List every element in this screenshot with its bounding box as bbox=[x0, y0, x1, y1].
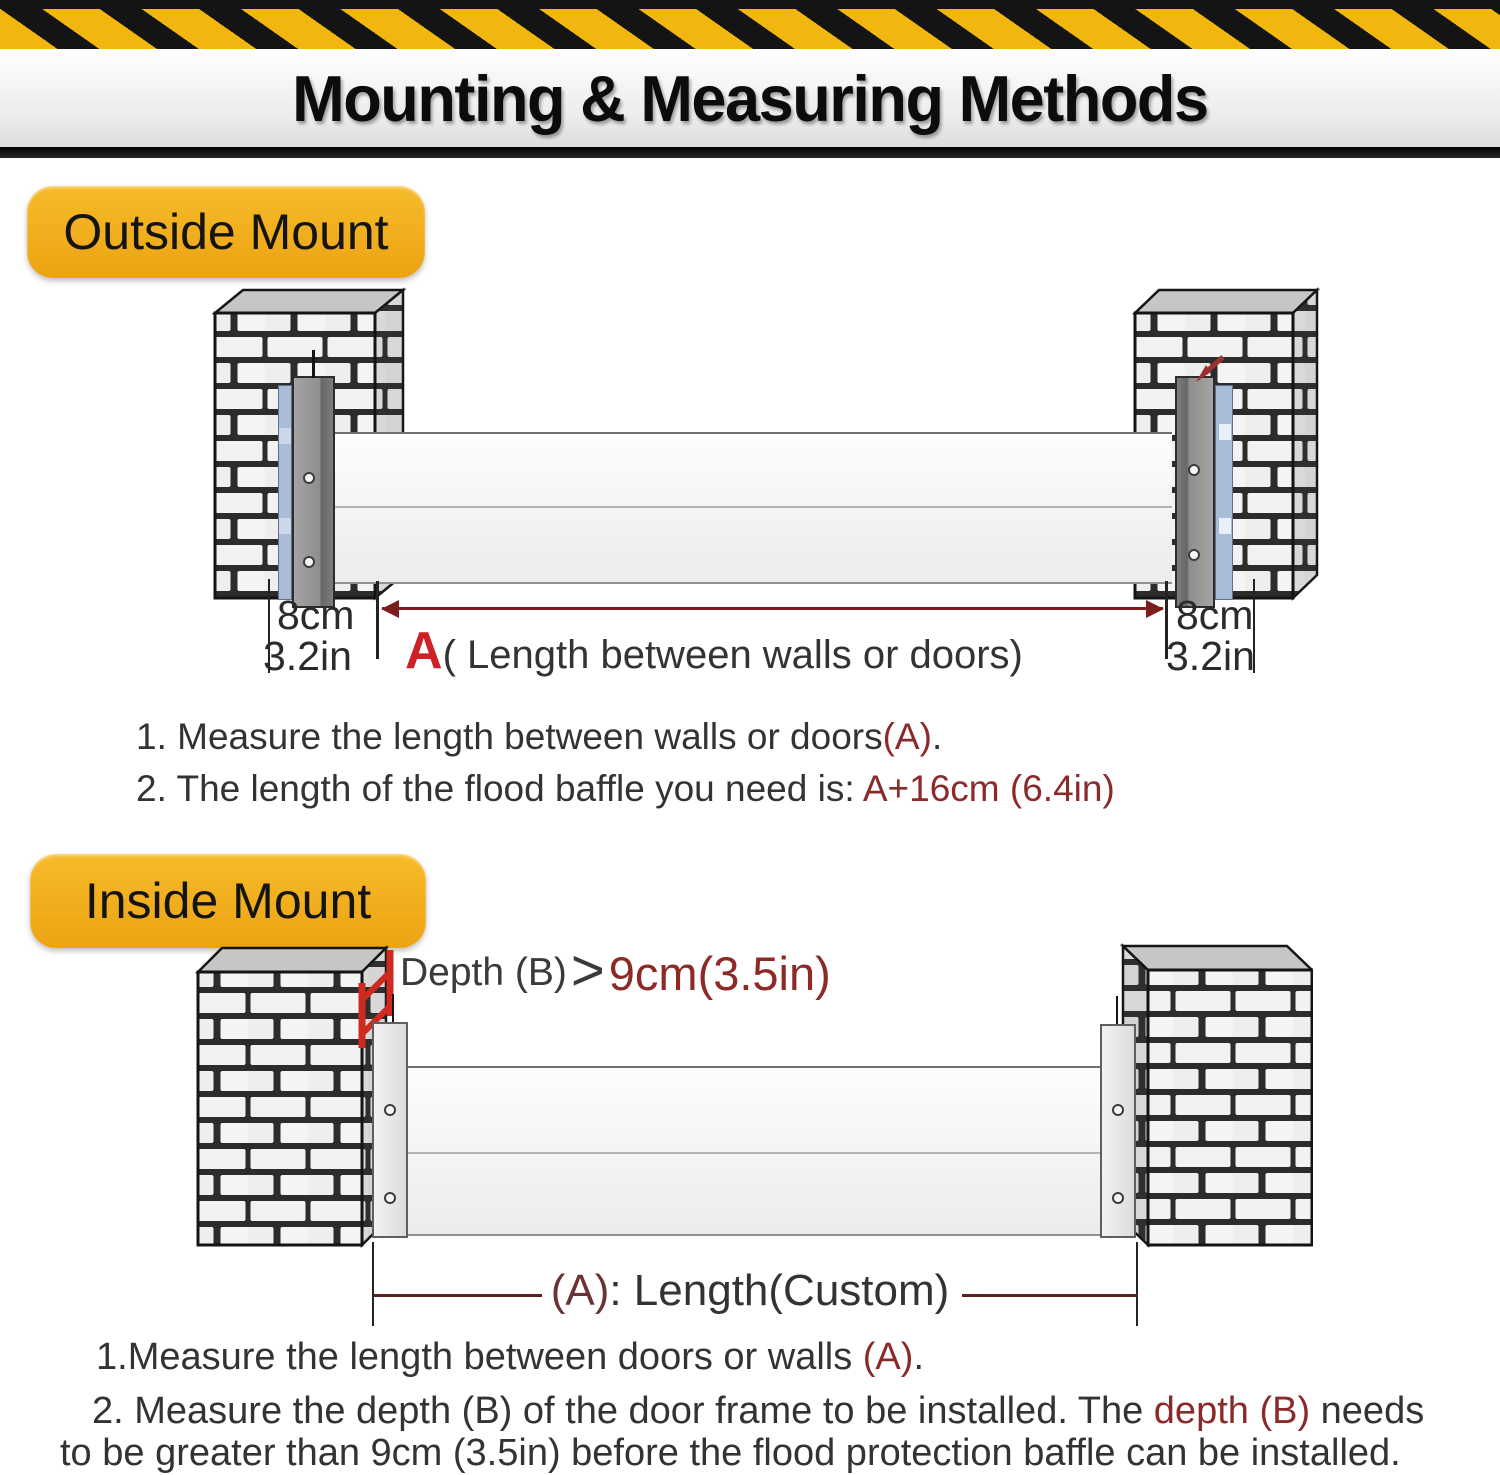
hazard-stripe-banner bbox=[0, 9, 1500, 49]
step-text: . bbox=[913, 1336, 924, 1378]
screw-hole bbox=[384, 1192, 396, 1204]
hazard-top-bar bbox=[0, 0, 1500, 9]
measure-arrow bbox=[382, 607, 1163, 610]
dim-left-cm: 8cm bbox=[277, 592, 355, 638]
inside-mount-badge bbox=[30, 854, 426, 948]
dim-tick bbox=[376, 581, 379, 659]
step-highlight: depth (B) bbox=[1153, 1390, 1311, 1432]
step-text: needs bbox=[1310, 1390, 1425, 1432]
screw-hole bbox=[1188, 549, 1200, 561]
screw-hole bbox=[303, 472, 315, 484]
anchor-mark bbox=[1116, 996, 1118, 1024]
outside-step-2 bbox=[136, 768, 1115, 810]
brick-pillar-right-inside bbox=[1113, 936, 1313, 1258]
outside-mount-label: Outside Mount bbox=[63, 204, 389, 260]
panel-board-seam bbox=[335, 506, 1172, 508]
anchor-mark bbox=[392, 994, 394, 1022]
seal-strip-left bbox=[278, 385, 292, 600]
custom-length-label bbox=[440, 1266, 1060, 1316]
depth-label-text: Depth (B) bbox=[400, 951, 567, 994]
channel-bracket-right-inside bbox=[1100, 1024, 1136, 1238]
seal-strip-right bbox=[1215, 385, 1233, 600]
red-pointer-arrow-icon bbox=[1188, 352, 1228, 388]
anchor-mark bbox=[312, 350, 315, 378]
channel-bracket-left-inside bbox=[372, 1022, 408, 1238]
inside-step-1 bbox=[96, 1336, 924, 1379]
outside-mount-badge bbox=[27, 186, 425, 278]
dim-left-in: 3.2in bbox=[263, 633, 352, 679]
screw-hole bbox=[1188, 464, 1200, 476]
seal-tab bbox=[279, 428, 291, 444]
screw-hole bbox=[384, 1104, 396, 1116]
depth-value: 9cm(3.5in) bbox=[608, 946, 831, 1000]
title-divider-bar bbox=[0, 147, 1500, 158]
step-highlight: (A) bbox=[862, 1336, 914, 1378]
step-text: 1.Measure the length between doors or walls bbox=[96, 1336, 863, 1378]
seal-tab bbox=[1219, 424, 1231, 440]
step-highlight: A+16cm (6.4in) bbox=[862, 768, 1115, 809]
page-title: Mounting & Measuring Methods bbox=[292, 61, 1208, 135]
step-text: 1. Measure the length between walls or doors bbox=[136, 716, 883, 757]
dim-right-cm: 8cm bbox=[1176, 592, 1254, 638]
span-label-a: A bbox=[405, 622, 443, 680]
outside-step-1 bbox=[136, 716, 942, 758]
mounting-bracket-left-outside bbox=[292, 376, 335, 608]
inside-step-2-line-2 bbox=[60, 1432, 1401, 1475]
span-length-label bbox=[405, 621, 1023, 681]
inside-step-2-line-1 bbox=[92, 1390, 1424, 1433]
length-label-a: (A) bbox=[550, 1266, 610, 1315]
inside-mount-label: Inside Mount bbox=[84, 873, 372, 929]
title-band bbox=[0, 49, 1500, 147]
length-label-text: : Length(Custom) bbox=[609, 1266, 950, 1315]
flood-barrier-panel-outside bbox=[335, 432, 1172, 584]
greater-than-sign: > bbox=[570, 937, 605, 1003]
span-label-text: ( Length between walls or doors) bbox=[442, 633, 1023, 677]
step-highlight: (A) bbox=[882, 716, 932, 757]
screw-hole bbox=[303, 556, 315, 568]
flood-barrier-panel-inside bbox=[408, 1066, 1102, 1236]
dim-line bbox=[372, 1242, 374, 1326]
step-text: 2. Measure the depth (B) of the door frame to be installed. The bbox=[92, 1390, 1154, 1432]
panel-board-seam bbox=[408, 1152, 1102, 1154]
step-text: 2. The length of the flood baffle you need is: bbox=[136, 768, 863, 809]
screw-hole bbox=[1112, 1104, 1124, 1116]
seal-tab bbox=[279, 518, 291, 534]
step-text: to be greater than 9cm (3.5in) before the flood protection baffle can be installed. bbox=[60, 1432, 1401, 1474]
dim-line bbox=[1136, 1242, 1138, 1326]
step-text: . bbox=[931, 716, 943, 757]
seal-tab bbox=[1219, 518, 1231, 534]
screw-hole bbox=[1112, 1192, 1124, 1204]
depth-requirement-label bbox=[400, 937, 831, 1003]
dim-right-in: 3.2in bbox=[1166, 633, 1255, 679]
mounting-bracket-right-outside bbox=[1175, 376, 1215, 608]
